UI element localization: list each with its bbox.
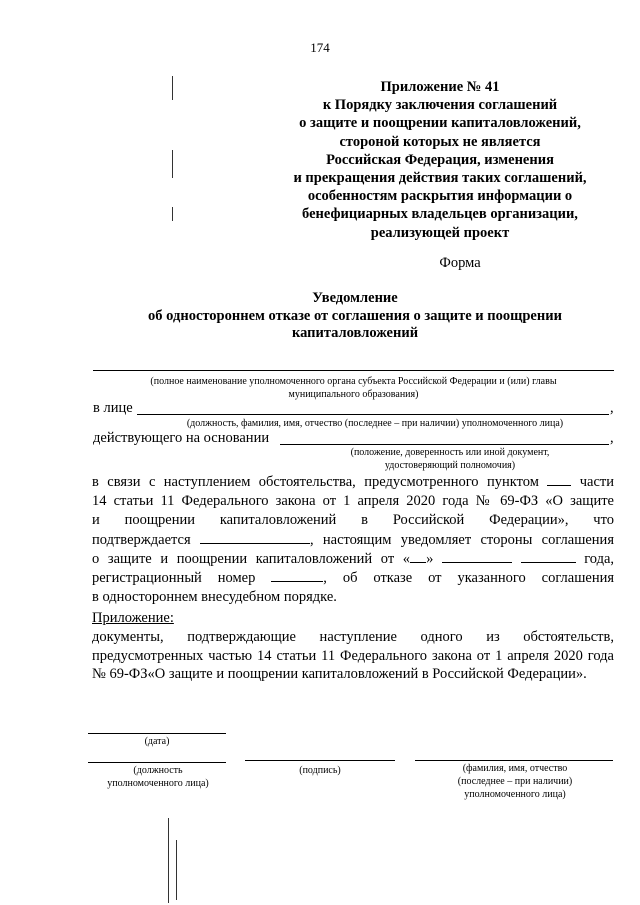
margin-mark <box>176 840 177 900</box>
title-line: капиталовложений <box>291 325 419 341</box>
title-line: об одностороннем отказе от соглашения о защите и поощрении <box>148 307 562 324</box>
annex-line: к Порядку заключения соглашений <box>322 97 558 114</box>
body-line <box>92 569 614 588</box>
document-title <box>95 290 615 343</box>
month-blank[interactable] <box>442 550 512 563</box>
title-line: Уведомление <box>312 290 398 306</box>
body-text: регистрационный номер <box>92 570 256 587</box>
body-text: , настоящим уведомляет стороны соглашения <box>309 531 614 548</box>
caption-line: муниципального образования) <box>288 389 419 400</box>
annex-header <box>280 78 600 242</box>
body-line <box>92 550 614 569</box>
caption-line: (положение, доверенность или иной документ, <box>350 447 550 458</box>
body-line: 14 статьи 11 Федерального закона от 1 апреля 2020 года № 69-ФЗ «О защите <box>92 493 614 510</box>
date-caption: (дата) <box>144 736 170 747</box>
margin-mark <box>172 150 173 178</box>
authority-name-line[interactable] <box>93 370 614 371</box>
acting-basis-label: действующего на основании <box>93 430 270 446</box>
body-text: года, <box>584 550 615 567</box>
authority-caption <box>93 375 614 401</box>
annex-line: о защите и поощрении капиталовложений, <box>299 115 581 132</box>
annex-line: бенефициарных владельцев организации, <box>302 206 578 223</box>
attachment-label: Приложение: <box>92 610 174 626</box>
year-blank[interactable] <box>521 550 576 563</box>
body-line <box>92 531 614 550</box>
annex-line: стороной которых не является <box>339 133 541 150</box>
body-line <box>92 473 614 492</box>
body-text: подтверждается <box>92 531 191 548</box>
caption-line: (фамилия, имя, отчество <box>462 763 568 774</box>
body-line: и поощрении капиталовложений в Российской Федерации», что <box>92 512 614 529</box>
comma: , <box>610 430 614 446</box>
registration-number-blank[interactable] <box>271 569 323 582</box>
body-text: в связи с наступлением обстоятельства, предусмотренного пунктом <box>92 474 539 490</box>
in-person-caption: (должность, фамилия, имя, отчество (последнее – при наличии) уполномоченного лица) <box>186 418 564 429</box>
body-text: о защите и поощрении капиталовложений от « <box>92 550 411 567</box>
margin-mark <box>172 207 173 221</box>
caption-line: уполномоченного лица) <box>464 789 566 800</box>
in-person-line[interactable] <box>137 414 609 415</box>
in-person-label: в лице <box>93 400 133 416</box>
caption-line: (должность <box>133 765 183 776</box>
body-text: » <box>426 550 434 567</box>
body-line: в одностороннем внесудебном порядке. <box>92 589 337 606</box>
acting-basis-line[interactable] <box>280 444 609 445</box>
caption-line: (полное наименование уполномоченного органа субъекта Российской Федерации и (или) главы <box>150 376 557 387</box>
annex-line: Приложение № 41 <box>380 79 500 95</box>
position-caption <box>68 764 248 790</box>
attachment-text: документы, подтверждающие наступление одного из обстоятельств, предусмотренных частью 14 статьи 11 Федерального закона от 1 апреля 2020 года № 69-ФЗ«О защите и поощрении капиталовложений в Российской Федерации». <box>92 629 614 682</box>
margin-mark <box>172 76 173 100</box>
acting-basis-caption <box>300 446 600 472</box>
full-name-line[interactable] <box>415 760 613 761</box>
signature-caption: (подпись) <box>299 765 341 776</box>
annex-line: и прекращения действия таких соглашений, <box>293 170 587 187</box>
annex-line: Российская Федерация, изменения <box>326 151 554 168</box>
position-line[interactable] <box>88 762 226 763</box>
body-text: части <box>579 474 614 490</box>
form-label: Форма <box>439 255 481 271</box>
comma: , <box>610 400 614 416</box>
date-line[interactable] <box>88 733 226 734</box>
caption-line: (последнее – при наличии) <box>457 776 573 787</box>
page-number: 174 <box>310 40 330 55</box>
signature-line[interactable] <box>245 760 395 761</box>
body-text: , об отказе от указанного соглашения <box>323 570 615 587</box>
annex-line: реализующей проект <box>370 224 510 241</box>
body-paragraph <box>92 473 614 607</box>
point-blank[interactable] <box>547 473 571 486</box>
caption-line: удостоверяющий полномочия) <box>384 460 516 471</box>
margin-mark <box>168 818 169 903</box>
day-blank[interactable] <box>410 550 426 563</box>
caption-line: уполномоченного лица) <box>107 778 209 789</box>
confirmation-blank[interactable] <box>200 531 310 544</box>
annex-line: особенностям раскрытия информации о <box>307 188 573 205</box>
full-name-caption <box>410 762 620 801</box>
